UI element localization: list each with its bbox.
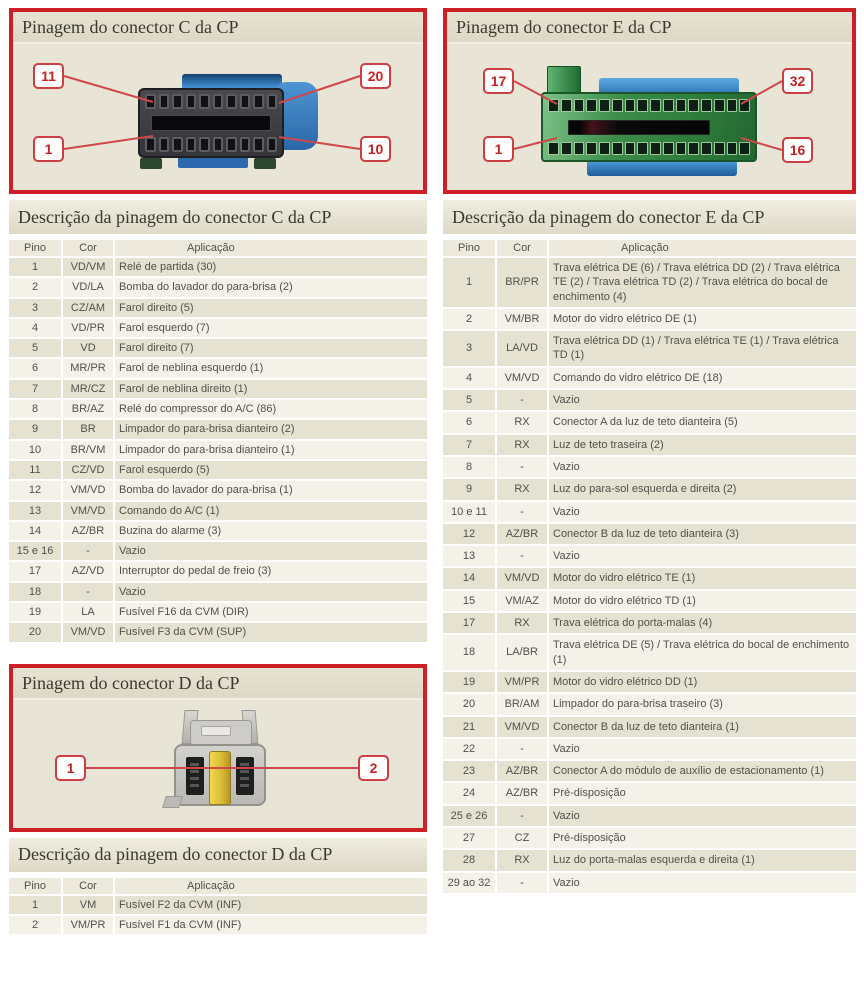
color-cell: LA/BR <box>495 635 547 670</box>
connector-d-pin-slot-1 <box>186 757 204 795</box>
pin-callout-top-right: 20 <box>360 63 391 89</box>
table-row <box>9 380 427 398</box>
color-cell: BR/VM <box>61 441 113 459</box>
connector-e-pin-row-top <box>548 99 750 112</box>
pin-slot <box>586 142 597 155</box>
application-cell: Motor do vidro elétrico DE (1) <box>547 309 856 329</box>
pin-slot <box>612 99 623 112</box>
pin-cell: 17 <box>9 562 61 580</box>
application-cell: Bomba do lavador do para-brisa (2) <box>113 278 427 296</box>
pin-slot <box>574 142 585 155</box>
application-cell: Fusível F3 da CVM (SUP) <box>113 623 427 641</box>
application-cell: Conector A da luz de teto dianteira (5) <box>547 412 856 432</box>
pin-slot <box>586 99 597 112</box>
pin-slot <box>714 142 725 155</box>
table-row <box>443 739 856 759</box>
application-cell: Fusível F1 da CVM (INF) <box>113 916 427 934</box>
pin-cell: 14 <box>9 522 61 540</box>
color-cell: BR/AM <box>495 694 547 714</box>
pin-cell: 12 <box>443 524 495 544</box>
application-cell: Farol esquerdo (5) <box>113 461 427 479</box>
pin-cell: 3 <box>443 331 495 366</box>
connector-d-photo <box>171 708 269 810</box>
application-cell: Limpador do para-brisa dianteiro (1) <box>113 441 427 459</box>
pin-cell: 27 <box>443 828 495 848</box>
application-cell: Luz do para-sol esquerda e direita (2) <box>547 479 856 499</box>
pin-cell: 10 e 11 <box>443 502 495 522</box>
color-cell: VM/BR <box>495 309 547 329</box>
connector-d-body <box>174 744 266 806</box>
left-column <box>9 0 427 936</box>
right-column <box>443 0 856 895</box>
application-cell: Farol de neblina direito (1) <box>113 380 427 398</box>
table-row <box>9 583 427 601</box>
pin-cell: 10 <box>9 441 61 459</box>
pin-slot <box>561 142 572 155</box>
table-row <box>443 524 856 544</box>
color-cell: - <box>61 542 113 560</box>
color-cell: RX <box>495 613 547 633</box>
table-row <box>9 623 427 641</box>
application-cell: Vazio <box>547 739 856 759</box>
pin-slot <box>637 99 648 112</box>
pin-cell: 5 <box>443 390 495 410</box>
connector-e-pin-row-bottom <box>548 142 750 155</box>
color-cell: VM <box>61 896 113 914</box>
table-row <box>443 502 856 522</box>
connector-d-pin-slot-2 <box>236 757 254 795</box>
application-cell: Bomba do lavador do para-brisa (1) <box>113 481 427 499</box>
table-row <box>9 278 427 296</box>
application-cell: Vazio <box>113 542 427 560</box>
pin-cell: 14 <box>443 568 495 588</box>
application-cell: Pré-disposição <box>547 783 856 803</box>
color-cell: RX <box>495 479 547 499</box>
pin-cell: 9 <box>443 479 495 499</box>
connector-e-pinout-table <box>443 238 856 895</box>
color-cell: AZ/BR <box>495 761 547 781</box>
connector-d-cap <box>190 720 252 746</box>
application-cell: Motor do vidro elétrico TE (1) <box>547 568 856 588</box>
table-row <box>443 546 856 566</box>
table-row <box>443 694 856 714</box>
pin-cell: 1 <box>9 896 61 914</box>
pin-cell: 19 <box>443 672 495 692</box>
table-row <box>443 591 856 611</box>
pin-slot <box>676 99 687 112</box>
pin-cell: 20 <box>9 623 61 641</box>
table-row <box>443 479 856 499</box>
pin-cell: 29 ao 32 <box>443 873 495 893</box>
application-cell: Vazio <box>547 502 856 522</box>
color-cell: MR/CZ <box>61 380 113 398</box>
connector-e-panel-title: Pinagem do conector E da CP <box>447 12 852 44</box>
pin-slot <box>714 99 725 112</box>
color-cell: CZ/AM <box>61 299 113 317</box>
pin-cell: 1 <box>9 258 61 276</box>
color-cell: VM/AZ <box>495 591 547 611</box>
color-cell: LA/VD <box>495 331 547 366</box>
table-row <box>9 896 427 914</box>
table-row <box>9 502 427 520</box>
table-row <box>9 441 427 459</box>
color-cell: VM/VD <box>61 502 113 520</box>
pin-slot <box>650 99 661 112</box>
application-cell: Farol de neblina esquerdo (1) <box>113 359 427 377</box>
connector-c-photo <box>138 72 318 170</box>
table-row <box>9 542 427 560</box>
application-cell: Vazio <box>547 873 856 893</box>
table-row <box>443 850 856 870</box>
connector-c-foot-left <box>140 158 162 169</box>
table-row <box>443 761 856 781</box>
color-cell: VM/PR <box>495 672 547 692</box>
connector-e-center-window <box>568 120 710 135</box>
application-cell: Relé de partida (30) <box>113 258 427 276</box>
column-header: Cor <box>61 240 113 256</box>
color-cell: RX <box>495 412 547 432</box>
application-cell: Limpador do para-brisa traseiro (3) <box>547 694 856 714</box>
pin-slot <box>650 142 661 155</box>
pin-slot <box>701 142 712 155</box>
pin-callout-bottom-right: 10 <box>360 136 391 162</box>
pin-slot <box>612 142 623 155</box>
pin-cell: 4 <box>443 368 495 388</box>
table-row <box>9 339 427 357</box>
color-cell: BR <box>61 420 113 438</box>
connector-d-panel-title: Pinagem do conector D da CP <box>13 668 423 700</box>
pin-slot <box>145 137 156 152</box>
application-cell: Fusível F2 da CVM (INF) <box>113 896 427 914</box>
color-cell: - <box>495 739 547 759</box>
connector-c-description-title: Descrição da pinagem do conector C da CP <box>18 206 332 227</box>
pin-slot <box>145 94 156 109</box>
pin-cell: 2 <box>9 916 61 934</box>
table-row <box>9 400 427 418</box>
pin-slot <box>213 94 224 109</box>
application-cell: Conector B da luz de teto dianteira (3) <box>547 524 856 544</box>
column-header: Pino <box>9 878 61 894</box>
pin-slot <box>172 94 183 109</box>
application-cell: Motor do vidro elétrico DD (1) <box>547 672 856 692</box>
color-cell: CZ <box>495 828 547 848</box>
pin-cell: 7 <box>443 435 495 455</box>
application-cell: Motor do vidro elétrico TD (1) <box>547 591 856 611</box>
connector-c-center-window <box>151 115 271 131</box>
table-row <box>9 359 427 377</box>
pin-cell: 22 <box>443 739 495 759</box>
connector-c-pin-row-top <box>145 94 277 109</box>
color-cell: VM/VD <box>495 717 547 737</box>
application-cell: Vazio <box>547 546 856 566</box>
application-cell: Trava elétrica do porta-malas (4) <box>547 613 856 633</box>
pin-cell: 23 <box>443 761 495 781</box>
application-cell: Luz do porta-malas esquerda e direita (1) <box>547 850 856 870</box>
pin-slot <box>226 94 237 109</box>
pin-cell: 13 <box>443 546 495 566</box>
pin-slot <box>199 94 210 109</box>
pin-slot <box>637 142 648 155</box>
pin-cell: 8 <box>443 457 495 477</box>
table-row <box>443 828 856 848</box>
color-cell: - <box>495 873 547 893</box>
connector-d-center-key <box>209 751 231 805</box>
pin-cell: 18 <box>9 583 61 601</box>
table-header-row <box>9 878 427 894</box>
connector-c-pin-row-bottom <box>145 137 277 152</box>
color-cell: - <box>495 546 547 566</box>
color-cell: VM/VD <box>495 568 547 588</box>
table-row <box>443 309 856 329</box>
pin-slot <box>625 99 636 112</box>
pin-callout-right: 2 <box>358 755 389 781</box>
color-cell: BR/AZ <box>61 400 113 418</box>
pin-slot <box>739 99 750 112</box>
connector-c-panel-title: Pinagem do conector C da CP <box>13 12 423 44</box>
pin-slot <box>574 99 585 112</box>
application-cell: Trava elétrica DE (6) / Trava elétrica DD (2) / Trava elétrica TE (2) / Trava elétrica TD (2) / Trava elétrica do bocal de enchimento (4) <box>547 258 856 307</box>
pin-slot <box>159 94 170 109</box>
pin-slot <box>739 142 750 155</box>
pin-cell: 2 <box>443 309 495 329</box>
pin-cell: 11 <box>9 461 61 479</box>
connector-c-pinout-table <box>9 238 427 644</box>
table-row <box>9 481 427 499</box>
pin-cell: 6 <box>9 359 61 377</box>
pin-cell: 3 <box>9 299 61 317</box>
pin-cell: 15 <box>443 591 495 611</box>
color-cell: - <box>495 457 547 477</box>
pin-cell: 4 <box>9 319 61 337</box>
pin-slot <box>701 99 712 112</box>
pin-cell: 8 <box>9 400 61 418</box>
pin-cell: 7 <box>9 380 61 398</box>
pin-cell: 18 <box>443 635 495 670</box>
pin-callout-left: 1 <box>55 755 86 781</box>
application-cell: Relé do compressor do A/C (86) <box>113 400 427 418</box>
pin-slot <box>240 94 251 109</box>
color-cell: VM/VD <box>61 481 113 499</box>
table-row <box>9 562 427 580</box>
application-cell: Interruptor do pedal de freio (3) <box>113 562 427 580</box>
color-cell: RX <box>495 850 547 870</box>
color-cell: AZ/BR <box>495 524 547 544</box>
table-header-row <box>443 240 856 256</box>
table-row <box>443 568 856 588</box>
application-cell: Vazio <box>547 390 856 410</box>
pin-slot <box>561 99 572 112</box>
pin-cell: 20 <box>443 694 495 714</box>
application-cell: Vazio <box>113 583 427 601</box>
color-cell: - <box>495 390 547 410</box>
pin-cell: 24 <box>443 783 495 803</box>
color-cell: VD/LA <box>61 278 113 296</box>
color-cell: - <box>495 502 547 522</box>
column-header: Pino <box>443 240 495 256</box>
table-row <box>443 412 856 432</box>
pin-cell: 1 <box>443 258 495 307</box>
pin-slot <box>253 137 264 152</box>
connector-e-body <box>541 92 757 162</box>
connector-d-description-title: Descrição da pinagem do conector D da CP <box>18 844 333 865</box>
pin-callout-top-right: 32 <box>782 68 813 94</box>
connector-e-description-title: Descrição da pinagem do conector E da CP <box>452 206 765 227</box>
color-cell: CZ/VD <box>61 461 113 479</box>
pin-callout-top-left: 11 <box>33 63 64 89</box>
pin-slot <box>727 142 738 155</box>
connector-d-pinout-table <box>9 876 427 937</box>
pin-callout-bottom-left: 1 <box>483 136 514 162</box>
pin-callout-bottom-right: 16 <box>782 137 813 163</box>
pin-cell: 28 <box>443 850 495 870</box>
pin-slot <box>625 142 636 155</box>
connector-d-description-band <box>9 838 427 872</box>
pin-cell: 6 <box>443 412 495 432</box>
connector-e-photo <box>541 66 757 170</box>
table-row <box>443 717 856 737</box>
color-cell: LA <box>61 603 113 621</box>
column-header: Cor <box>495 240 547 256</box>
pin-slot <box>253 94 264 109</box>
table-row <box>443 390 856 410</box>
column-header: Aplicação <box>113 240 427 256</box>
color-cell: VM/VD <box>61 623 113 641</box>
pin-slot <box>186 137 197 152</box>
pin-cell: 15 e 16 <box>9 542 61 560</box>
color-cell: VD/VM <box>61 258 113 276</box>
column-header: Aplicação <box>113 878 427 894</box>
color-cell: RX <box>495 435 547 455</box>
pin-slot <box>199 137 210 152</box>
table-row <box>443 435 856 455</box>
pin-slot <box>688 99 699 112</box>
pin-slot <box>727 99 738 112</box>
table-row <box>443 806 856 826</box>
color-cell: MR/PR <box>61 359 113 377</box>
pin-slot <box>548 142 559 155</box>
pin-slot <box>267 94 278 109</box>
connector-c-foot-right <box>254 158 276 169</box>
application-cell: Trava elétrica DE (5) / Trava elétrica do bocal de enchimento (1) <box>547 635 856 670</box>
application-cell: Vazio <box>547 806 856 826</box>
table-row <box>9 461 427 479</box>
application-cell: Vazio <box>547 457 856 477</box>
pin-slot <box>213 137 224 152</box>
application-cell: Luz de teto traseira (2) <box>547 435 856 455</box>
table-row <box>443 783 856 803</box>
color-cell: VM/PR <box>61 916 113 934</box>
color-cell: - <box>61 583 113 601</box>
pin-slot <box>159 137 170 152</box>
color-cell: AZ/BR <box>495 783 547 803</box>
pin-cell: 2 <box>9 278 61 296</box>
color-cell: AZ/VD <box>61 562 113 580</box>
pin-cell: 12 <box>9 481 61 499</box>
application-cell: Conector A do módulo de auxílio de estacionamento (1) <box>547 761 856 781</box>
table-row <box>9 258 427 276</box>
connector-d-diagram-panel <box>9 664 427 832</box>
table-row <box>443 258 856 307</box>
pin-slot <box>676 142 687 155</box>
pin-cell: 25 e 26 <box>443 806 495 826</box>
application-cell: Comando do vidro elétrico DE (18) <box>547 368 856 388</box>
connector-d-foot <box>162 796 183 808</box>
column-header: Cor <box>61 878 113 894</box>
pin-cell: 21 <box>443 717 495 737</box>
pin-cell: 9 <box>9 420 61 438</box>
connector-c-body <box>138 88 284 158</box>
table-row <box>9 319 427 337</box>
pin-cell: 17 <box>443 613 495 633</box>
table-row <box>443 331 856 366</box>
connector-c-diagram-panel <box>9 8 427 194</box>
pin-slot <box>663 99 674 112</box>
pin-cell: 5 <box>9 339 61 357</box>
pin-slot <box>599 142 610 155</box>
pin-slot <box>688 142 699 155</box>
pin-slot <box>599 99 610 112</box>
column-header: Aplicação <box>547 240 856 256</box>
pin-slot <box>186 94 197 109</box>
application-cell: Comando do A/C (1) <box>113 502 427 520</box>
pin-slot <box>548 99 559 112</box>
pin-cell: 13 <box>9 502 61 520</box>
table-row <box>443 613 856 633</box>
table-row <box>443 457 856 477</box>
table-row <box>9 522 427 540</box>
table-row <box>443 672 856 692</box>
color-cell: VM/VD <box>495 368 547 388</box>
color-cell: - <box>495 806 547 826</box>
color-cell: VD <box>61 339 113 357</box>
application-cell: Conector B da luz de teto dianteira (1) <box>547 717 856 737</box>
application-cell: Farol direito (5) <box>113 299 427 317</box>
connector-e-diagram-panel <box>443 8 856 194</box>
pin-slot <box>240 137 251 152</box>
pin-slot <box>663 142 674 155</box>
application-cell: Pré-disposição <box>547 828 856 848</box>
table-row <box>9 603 427 621</box>
table-row <box>443 873 856 893</box>
pin-cell: 19 <box>9 603 61 621</box>
application-cell: Trava elétrica DD (1) / Trava elétrica TE (1) / Trava elétrica TD (1) <box>547 331 856 366</box>
table-row <box>9 299 427 317</box>
application-cell: Farol esquerdo (7) <box>113 319 427 337</box>
application-cell: Farol direito (7) <box>113 339 427 357</box>
color-cell: AZ/BR <box>61 522 113 540</box>
pin-slot <box>172 137 183 152</box>
connector-c-description-band <box>9 200 427 234</box>
column-header: Pino <box>9 240 61 256</box>
color-cell: VD/PR <box>61 319 113 337</box>
table-row <box>443 635 856 670</box>
table-header-row <box>9 240 427 256</box>
connector-e-description-band <box>443 200 856 234</box>
connector-e-blue-housing-bottom <box>587 160 737 176</box>
table-row <box>9 420 427 438</box>
table-row <box>9 916 427 934</box>
color-cell: BR/PR <box>495 258 547 307</box>
application-cell: Limpador do para-brisa dianteiro (2) <box>113 420 427 438</box>
pin-slot <box>267 137 278 152</box>
table-row <box>443 368 856 388</box>
pin-callout-bottom-left: 1 <box>33 136 64 162</box>
pin-slot <box>226 137 237 152</box>
application-cell: Fusível F16 da CVM (DIR) <box>113 603 427 621</box>
application-cell: Buzina do alarme (3) <box>113 522 427 540</box>
pin-callout-top-left: 17 <box>483 68 514 94</box>
